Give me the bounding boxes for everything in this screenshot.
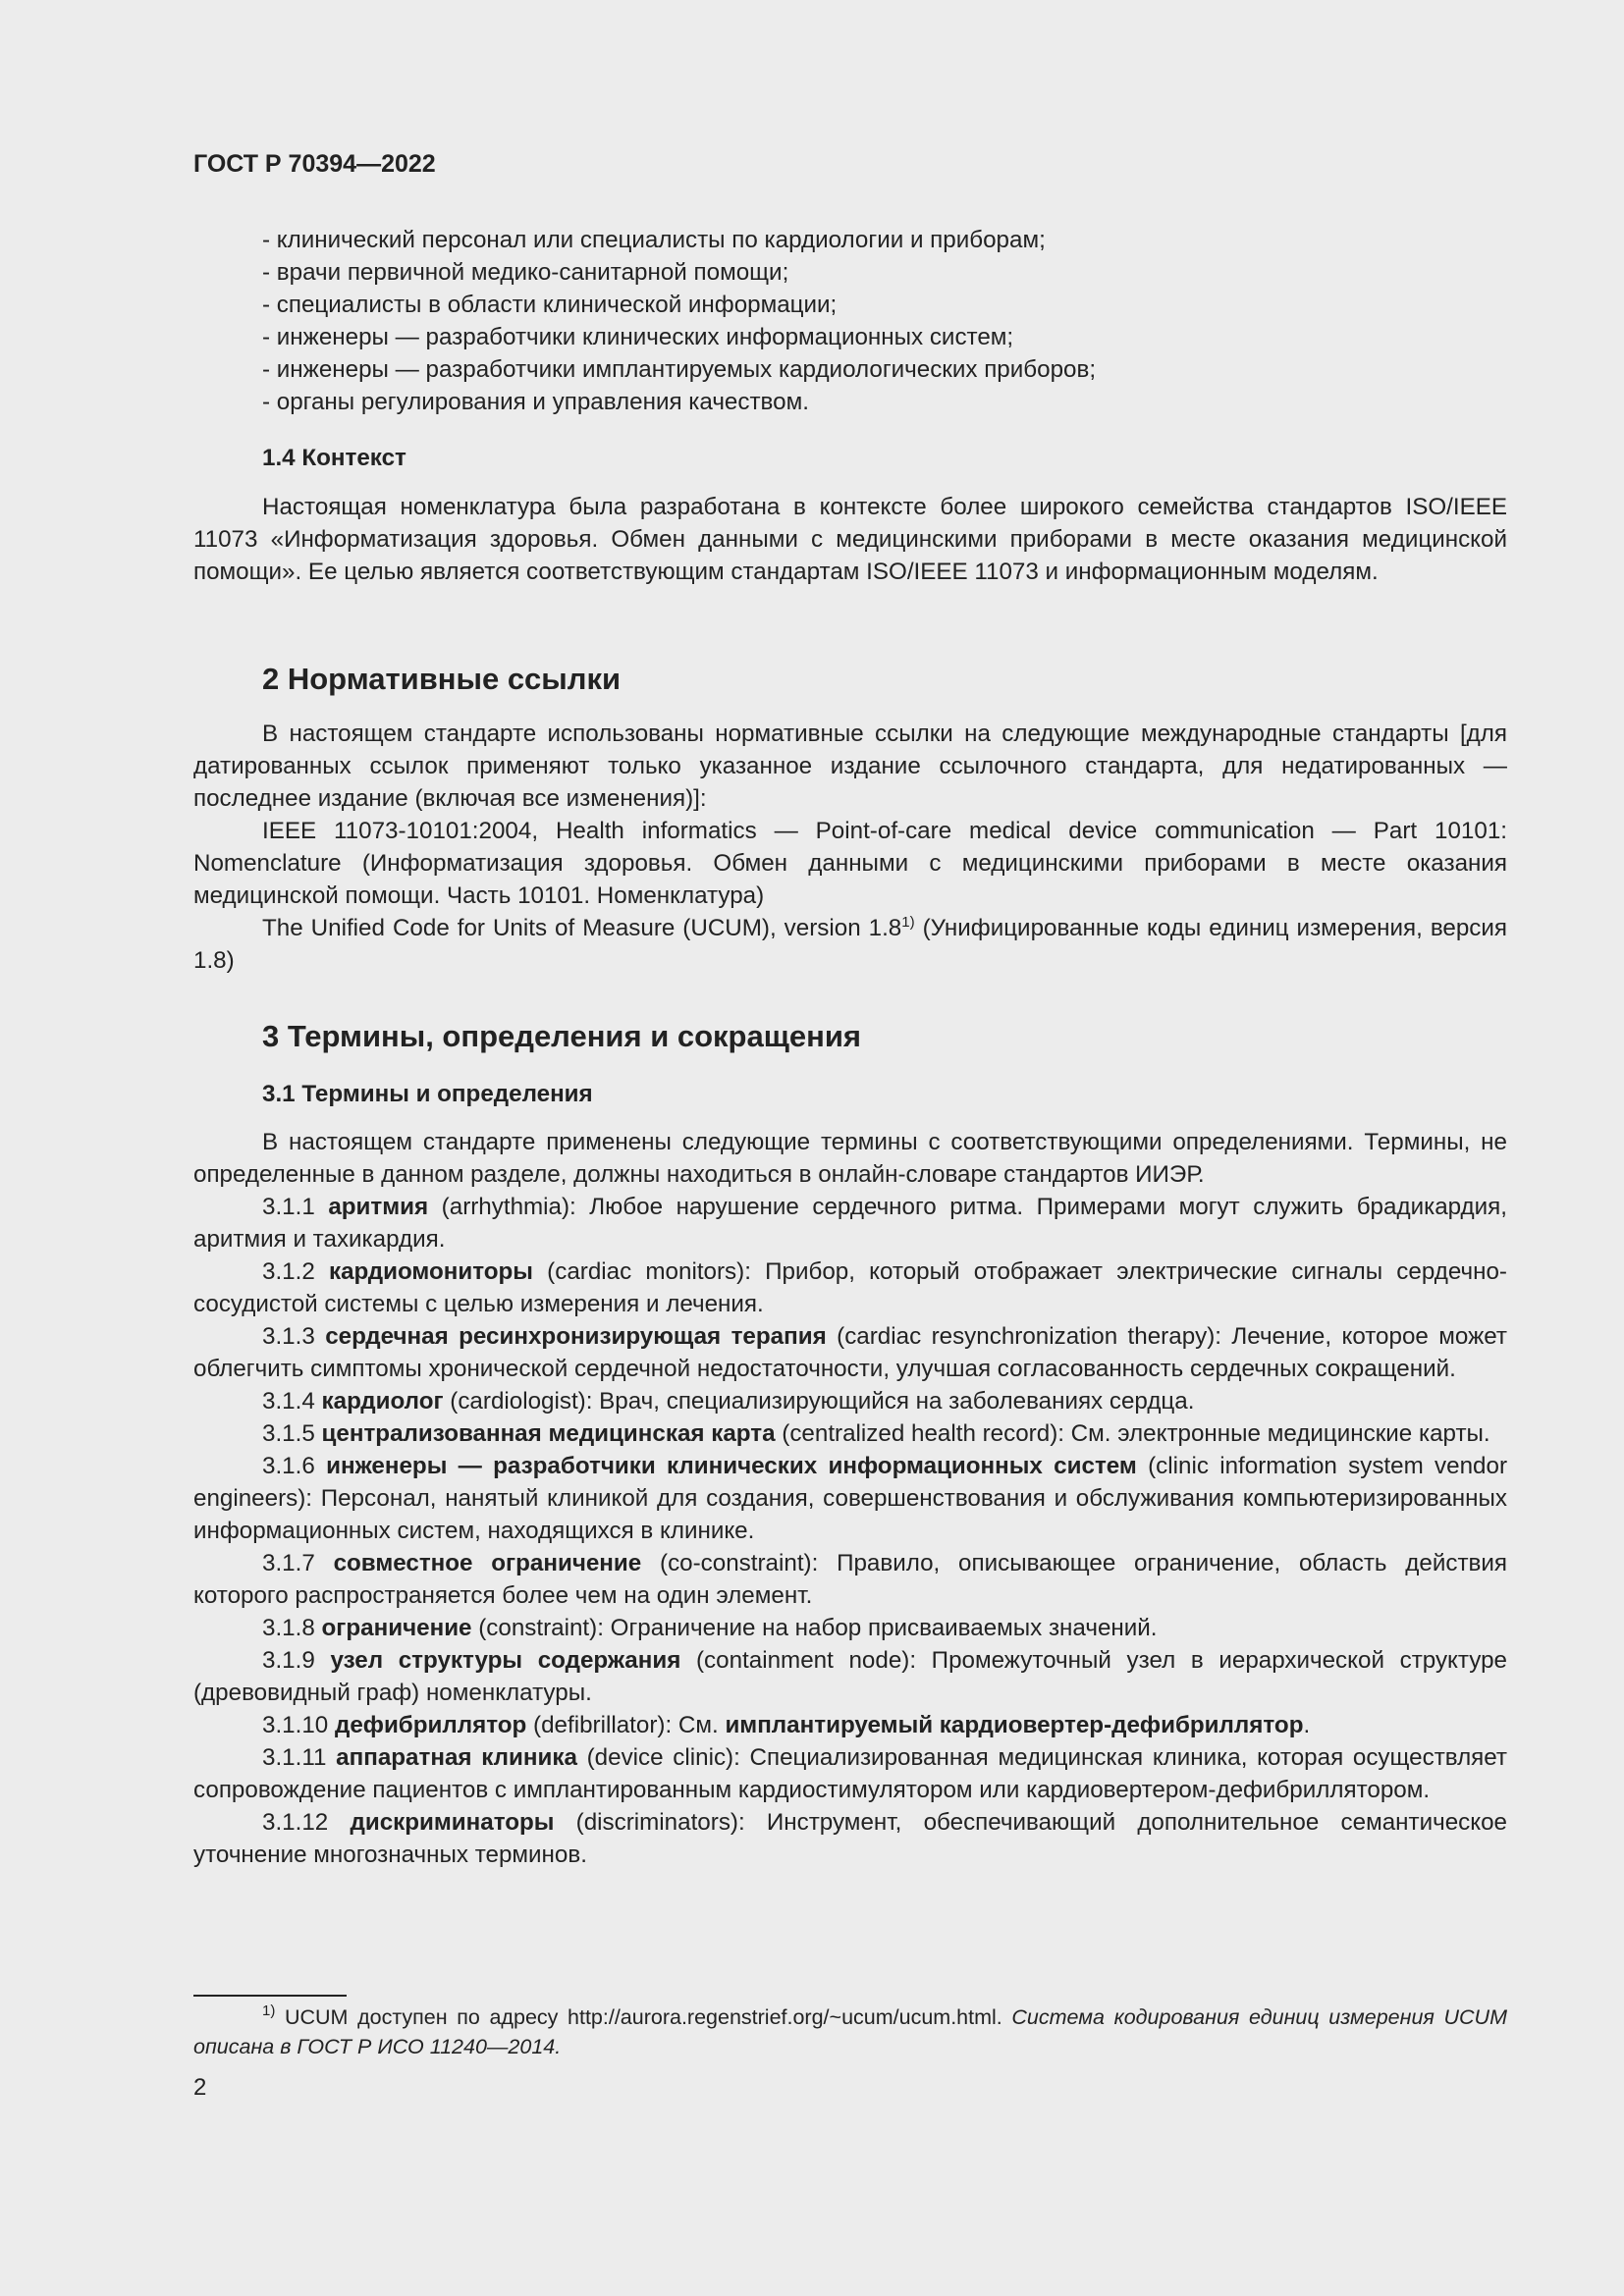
- term-entry: [193, 1644, 1507, 1709]
- term-number: 3.1.2: [262, 1258, 329, 1285]
- section-2-title: 2 Нормативные ссылки: [262, 662, 622, 696]
- section-2-body: [193, 718, 1507, 977]
- term-number: 3.1.5: [262, 1420, 322, 1447]
- reference-text: The Unified Code for Units of Measure (UCUM), version 1.8: [262, 915, 902, 941]
- list-item: - органы регулирования и управления качеством.: [262, 389, 809, 415]
- paragraph: Настоящая номенклатура была разработана в контексте более широкого семейства стандартов ISO/IEEE 11073 «Информатизация здоровья. Обмен данными с медицинскими приборами в месте оказания медицинской помощи». Ее целью является соответствующим стандартам ISO/IEEE 11073 и информационным моделям.: [193, 494, 1507, 585]
- page-number: 2: [193, 2074, 207, 2101]
- term-number: 3.1.10: [262, 1712, 335, 1738]
- term-entry: [193, 1741, 1507, 1806]
- term-name: дискриминаторы: [350, 1809, 555, 1836]
- term-definition: (co-constraint): Правило, описывающее ограничение, область действия которого распространяется более чем на один элемент.: [193, 1550, 1507, 1609]
- paragraph: В настоящем стандарте применены следующие термины с соответствующими определениями. Термины, не определенные в данном разделе, должны находиться в онлайн-словаре стандартов ИИЭР.: [193, 1129, 1507, 1188]
- section-1-4-title: 1.4 Контекст: [262, 445, 406, 471]
- term-name: сердечная ресинхронизирующая терапия: [325, 1323, 827, 1350]
- term-name: ограничение: [321, 1615, 472, 1641]
- term-entry: [193, 1806, 1507, 1871]
- term-entry: [193, 1450, 1507, 1547]
- list-item: - инженеры — разработчики имплантируемых кардиологических приборов;: [262, 356, 1097, 383]
- term-entry: [193, 1255, 1507, 1320]
- term-definition: (discriminators): Инструмент, обеспечивающий дополнительное семантическое уточнение многозначных терминов.: [193, 1809, 1508, 1868]
- term-name: узел структуры содержания: [330, 1647, 681, 1674]
- term-entry: [193, 1385, 1507, 1417]
- term-number: 3.1.8: [262, 1615, 322, 1641]
- term-number: 3.1.6: [262, 1453, 327, 1479]
- list-item: - клинический персонал или специалисты по кардиологии и приборам;: [262, 227, 1046, 253]
- term-name: централизованная медицинская карта: [321, 1420, 776, 1447]
- term-number: 3.1.3: [262, 1323, 326, 1350]
- term-entry: [193, 1417, 1507, 1450]
- term-entry: [193, 1612, 1507, 1644]
- list-item: - инженеры — разработчики клинических информационных систем;: [262, 324, 1014, 350]
- term-name: дефибриллятор: [334, 1712, 527, 1738]
- term-number: 3.1.4: [262, 1388, 322, 1415]
- footnote-ref: 1): [901, 914, 915, 931]
- term-definition: (clinic information system vendor engineers): Персонал, нанятый клиникой для создания, совершенствования и обслуживания компьютеризированных информационных систем, находящихся в клинике.: [193, 1453, 1508, 1544]
- footnote-marker: 1): [262, 2002, 276, 2019]
- reference-item: IEEE 11073-10101:2004, Health informatics — Point-of-care medical device communication — Part 10101: Nomenclature (Информатизация здоровья. Обмен данными с медицинскими приборами в месте оказания медицинской помощи. Часть 10101. Номенклатура): [193, 818, 1507, 909]
- term-entry: [193, 1320, 1507, 1385]
- section-3-1-title: 3.1 Термины и определения: [262, 1081, 593, 1107]
- section-1-4-body: [193, 491, 1507, 588]
- term-definition: (centralized health record): См. электронные медицинские карты.: [775, 1420, 1490, 1447]
- term-definition: (device clinic): Специализированная медицинская клиника, которая осуществляет сопровождение пациентов с имплантированным кардиостимулятором или кардиовертером-дефибриллятором.: [193, 1744, 1508, 1803]
- footnote-separator: [193, 1995, 347, 1997]
- term-punctuation: .: [1303, 1712, 1311, 1738]
- term-number: 3.1.12: [262, 1809, 351, 1836]
- term-name: аритмия: [328, 1194, 429, 1220]
- terms-body: [193, 1126, 1507, 1871]
- term-name: кардиомониторы: [329, 1258, 533, 1285]
- term-number: 3.1.7: [262, 1550, 334, 1576]
- term-definition: (constraint): Ограничение на набор присваиваемых значений.: [471, 1615, 1158, 1641]
- term-entry: [193, 1547, 1507, 1612]
- term-definition: (arrhythmia): Любое нарушение сердечного ритма. Примерами могут служить брадикардия, аритмия и тахикардия.: [193, 1194, 1507, 1253]
- term-entry: [193, 1709, 1507, 1741]
- term-name: инженеры — разработчики клинических информационных систем: [326, 1453, 1137, 1479]
- document-header: ГОСТ Р 70394—2022: [193, 150, 436, 178]
- term-name: аппаратная клиника: [336, 1744, 577, 1771]
- term-number: 3.1.1: [262, 1194, 329, 1220]
- audience-list: [193, 224, 1507, 418]
- term-definition: (cardiac resynchronization therapy): Лечение, которое может облегчить симптомы хронической сердечной недостаточности, улучшая согласованность сердечных сокращений.: [193, 1323, 1507, 1382]
- section-3-title: 3 Термины, определения и сокращения: [262, 1019, 861, 1053]
- term-definition: (cardiac monitors): Прибор, который отображает электрические сигналы сердечно-сосудистой системы с целью измерения и лечения.: [193, 1258, 1507, 1317]
- paragraph: В настоящем стандарте использованы нормативные ссылки на следующие международные стандарты [для датированных ссылок применяют только указанное издание ссылочного стандарта, для недатированных — последнее издание (включая все изменения)]:: [193, 721, 1507, 812]
- term-number: 3.1.9: [262, 1647, 331, 1674]
- reference-item: [193, 912, 1507, 977]
- term-number: 3.1.11: [262, 1744, 337, 1771]
- footnote: [193, 2002, 1507, 2061]
- term-definition: (defibrillator): См.: [526, 1712, 726, 1738]
- footnote-body: UCUM доступен по адресу http://aurora.regenstrief.org/~ucum/ucum.html.: [275, 2005, 1012, 2029]
- reference-text: (Унифицированные коды единиц измерения, версия 1.8): [193, 915, 1507, 974]
- term-definition: (containment node): Промежуточный узел в иерархической структуре (древовидный граф) номенклатуры.: [193, 1647, 1507, 1706]
- term-cross-reference: имплантируемый кардиовертер-дефибриллятор: [725, 1712, 1304, 1738]
- list-item: - врачи первичной медико-санитарной помощи;: [262, 259, 789, 286]
- footnote-italic: Система кодирования единиц измерения UCUM описана в ГОСТ Р ИСО 11240—2014.: [193, 2005, 1507, 2058]
- term-definition: (cardiologist): Врач, специализирующийся на заболеваниях сердца.: [443, 1388, 1195, 1415]
- term-name: кардиолог: [321, 1388, 444, 1415]
- footnote-text: [193, 2002, 1507, 2061]
- term-name: совместное ограничение: [333, 1550, 642, 1576]
- list-item: - специалисты в области клинической информации;: [262, 292, 838, 318]
- term-entry: [193, 1191, 1507, 1255]
